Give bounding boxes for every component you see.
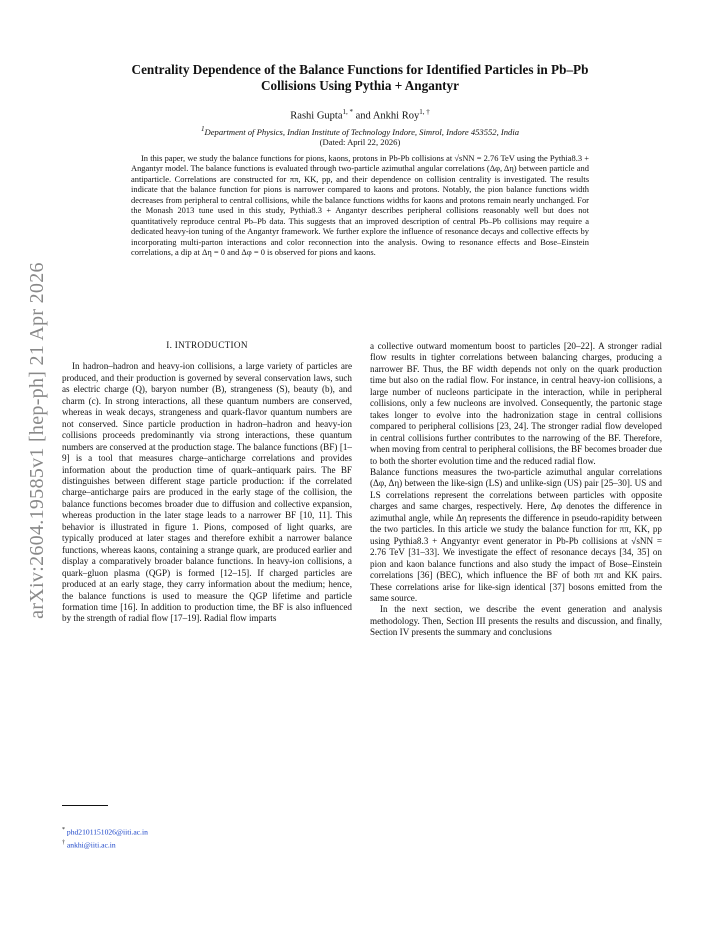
- intro-paragraph-1: In hadron–hadron and heavy-ion collisions, a large variety of particles are produced, and their production is governed by several conservation laws, such as electric charge (Q), baryon number (B), strangeness (S), beauty (b), and charm (c). In strong interactions, all these quantum numbers are conserved, whereas in weak decays, strangeness and quark-flavor quantum numbers are not conserved. Since particle production in hadron–hadron and heavy-ion collisions proceeds predominantly via strong interactions, these quantum numbers are conserved at the production stage. The balance functions (BF) [1–9] is a tool that measures charge–anticharge correlations and provides information about the production time of quark–antiquark pairs. The BF distinguishes between different stage particle production: if the correlated charge–anticharge pairs are produced in the early stage of the collision, the balance functions becomes broader due to diffusion and collective expansion, whereas production in the later stage leads to a narrower BF [10, 11]. This behavior is illustrated in figure 1. Pions, composed of light quarks, are typically produced at later stages and therefore exhibit a narrower balance functions, whereas kaons, containing a strange quark, are produced earlier and display a comparatively broader balance functions. In heavy-ion collisions, a quark–gluon plasma (QGP) is formed [12–15]. If charged particles are produced at an early stage, they carry information about the medium; hence, the balance functions is used to measure the QGP lifetime and particle formation time [16]. In addition to production time, the BF is also influenced by the strength of radial flow [17–19]. Radial flow imparts: [62, 361, 352, 624]
- intro-paragraph-1-continued: a collective outward momentum boost to particles [20–22]. A stronger radial flow results in tighter correlations between balancing charges, producing a narrower BF. Thus, the BF width depends not only on the quark production time but also on the radial flow. For instance, in central heavy-ion collisions, a large number of nucleons participate in the interaction, while in peripheral collisions, only a few nucleons are involved. Consequently, the partonic stage takes longer to evolve into the hadronization stage in central collisions compared to peripheral collisions [23, 24]. The stronger radial flow developed in central collisions further contributes to the narrowing of the BF. Therefore, when moving from central to peripheral collisions, the BF becomes broader due to both the shorter evolution time and the reduced radial flow.: [370, 341, 662, 466]
- footnote-rule: [62, 805, 108, 806]
- footnotes: [62, 825, 352, 850]
- footnote-2-email-link[interactable]: ankhi@iiti.ac.in: [66, 840, 116, 850]
- paper-title: [80, 62, 640, 94]
- author-1: Rashi Gupta: [290, 110, 343, 122]
- abstract: In this paper, we study the balance functions for pions, kaons, protons in Pb-Pb collisions at √sNN = 2.76 TeV using the Pythia8.3 + Angantyr model. The balance functions is evaluated through two-particle azimuthal angular correlations (Δφ, Δη) between particle and antiparticle. Correlations are constructed for ππ, KK, pp, and their dependence on collision centrality is investigated. The results indicate that the balance function for pions is narrower compared to kaons and protons. Notably, the pion balance functions width decreases from peripheral to central collisions, while the balance functions widths for kaons and protons remain nearly unchanged. For the Monash 2013 tune used in this study, Pythia8.3 + Angantyr describes peripheral collisions reasonably well but does not quantitatively reproduce central Pb–Pb data. This suggests that an improved description of central Pb–Pb collisions may require a dedicated heavy-ion tuning of the Angantyr framework. We further explore the influence of resonance decays and collective effects by incorporating multi-parton interactions and color reconnection into the analysis. Owing to resonance effects and Bose–Einstein correlations, a dip at Δη = 0 and Δφ = 0 is observed for pions and kaons.: [131, 153, 589, 258]
- author-list: [80, 108, 640, 122]
- affiliation-text: Department of Physics, Indian Institute of Technology Indore, Simrol, Indore 453552, India: [204, 126, 520, 137]
- affiliation-mark: 1: [200, 125, 205, 133]
- arxiv-sidebar-id: [12, 230, 62, 650]
- intro-paragraph-3: In the next section, we describe the event generation and analysis methodology. Then, Section III presents the results and discussion, and finally, Section IV presents the summary and conclusions: [370, 604, 662, 638]
- right-column: [370, 341, 662, 639]
- title-line-2: Collisions Using Pythia + Angantyr: [260, 78, 460, 93]
- left-column: [62, 340, 352, 625]
- intro-paragraph-2: Balance functions measures the two-particle azimuthal angular correlations (Δφ, Δη) between the like-sign (LS) and unlike-sign (US) pair [25–30]. US and LS correlations represent the correlations between particles with opposite charges and same charges, respectively. Here, Δφ denotes the difference in azimuthal angle, while Δη represents the difference in pseudo-rapidity between the two particles. In this article we study the balance function for ππ, KK, pp using Pythia8.3 + Angyantyr event generator in Pb-Pb collisions at √sNN = 2.76 TeV [31–33]. We investigate the effect of resonance decays [34, 35] on pion and kaon balance functions and also study the impact of Bose–Einstein correlations [36] (BEC), which influence the BF of both ππ and KK pairs. These correlations arise for like-sign identical [37] bosons emitted from the same source.: [370, 466, 662, 603]
- author-2-mark: 1, †: [419, 108, 430, 116]
- author-and: and: [352, 110, 373, 122]
- author-1-mark: 1, *: [342, 108, 353, 116]
- footnote-1: [62, 825, 352, 838]
- footnote-2: [62, 838, 352, 851]
- section-heading-introduction: I. INTRODUCTION: [166, 340, 248, 350]
- title-line-1: Centrality Dependence of the Balance Functions for Identified Particles in Pb–Pb: [131, 62, 589, 77]
- date-line: (Dated: April 22, 2026): [319, 137, 401, 147]
- footnote-1-email-link[interactable]: phd2101151026@iiti.ac.in: [66, 827, 148, 837]
- affiliation: [80, 125, 640, 137]
- arxiv-identifier: arXiv:2604.19585v1 [hep-ph] 21 Apr 2026: [25, 261, 48, 619]
- footnote-2-mark: †: [62, 839, 65, 846]
- footnote-1-mark: *: [62, 827, 65, 833]
- author-2: Ankhi Roy: [372, 110, 420, 122]
